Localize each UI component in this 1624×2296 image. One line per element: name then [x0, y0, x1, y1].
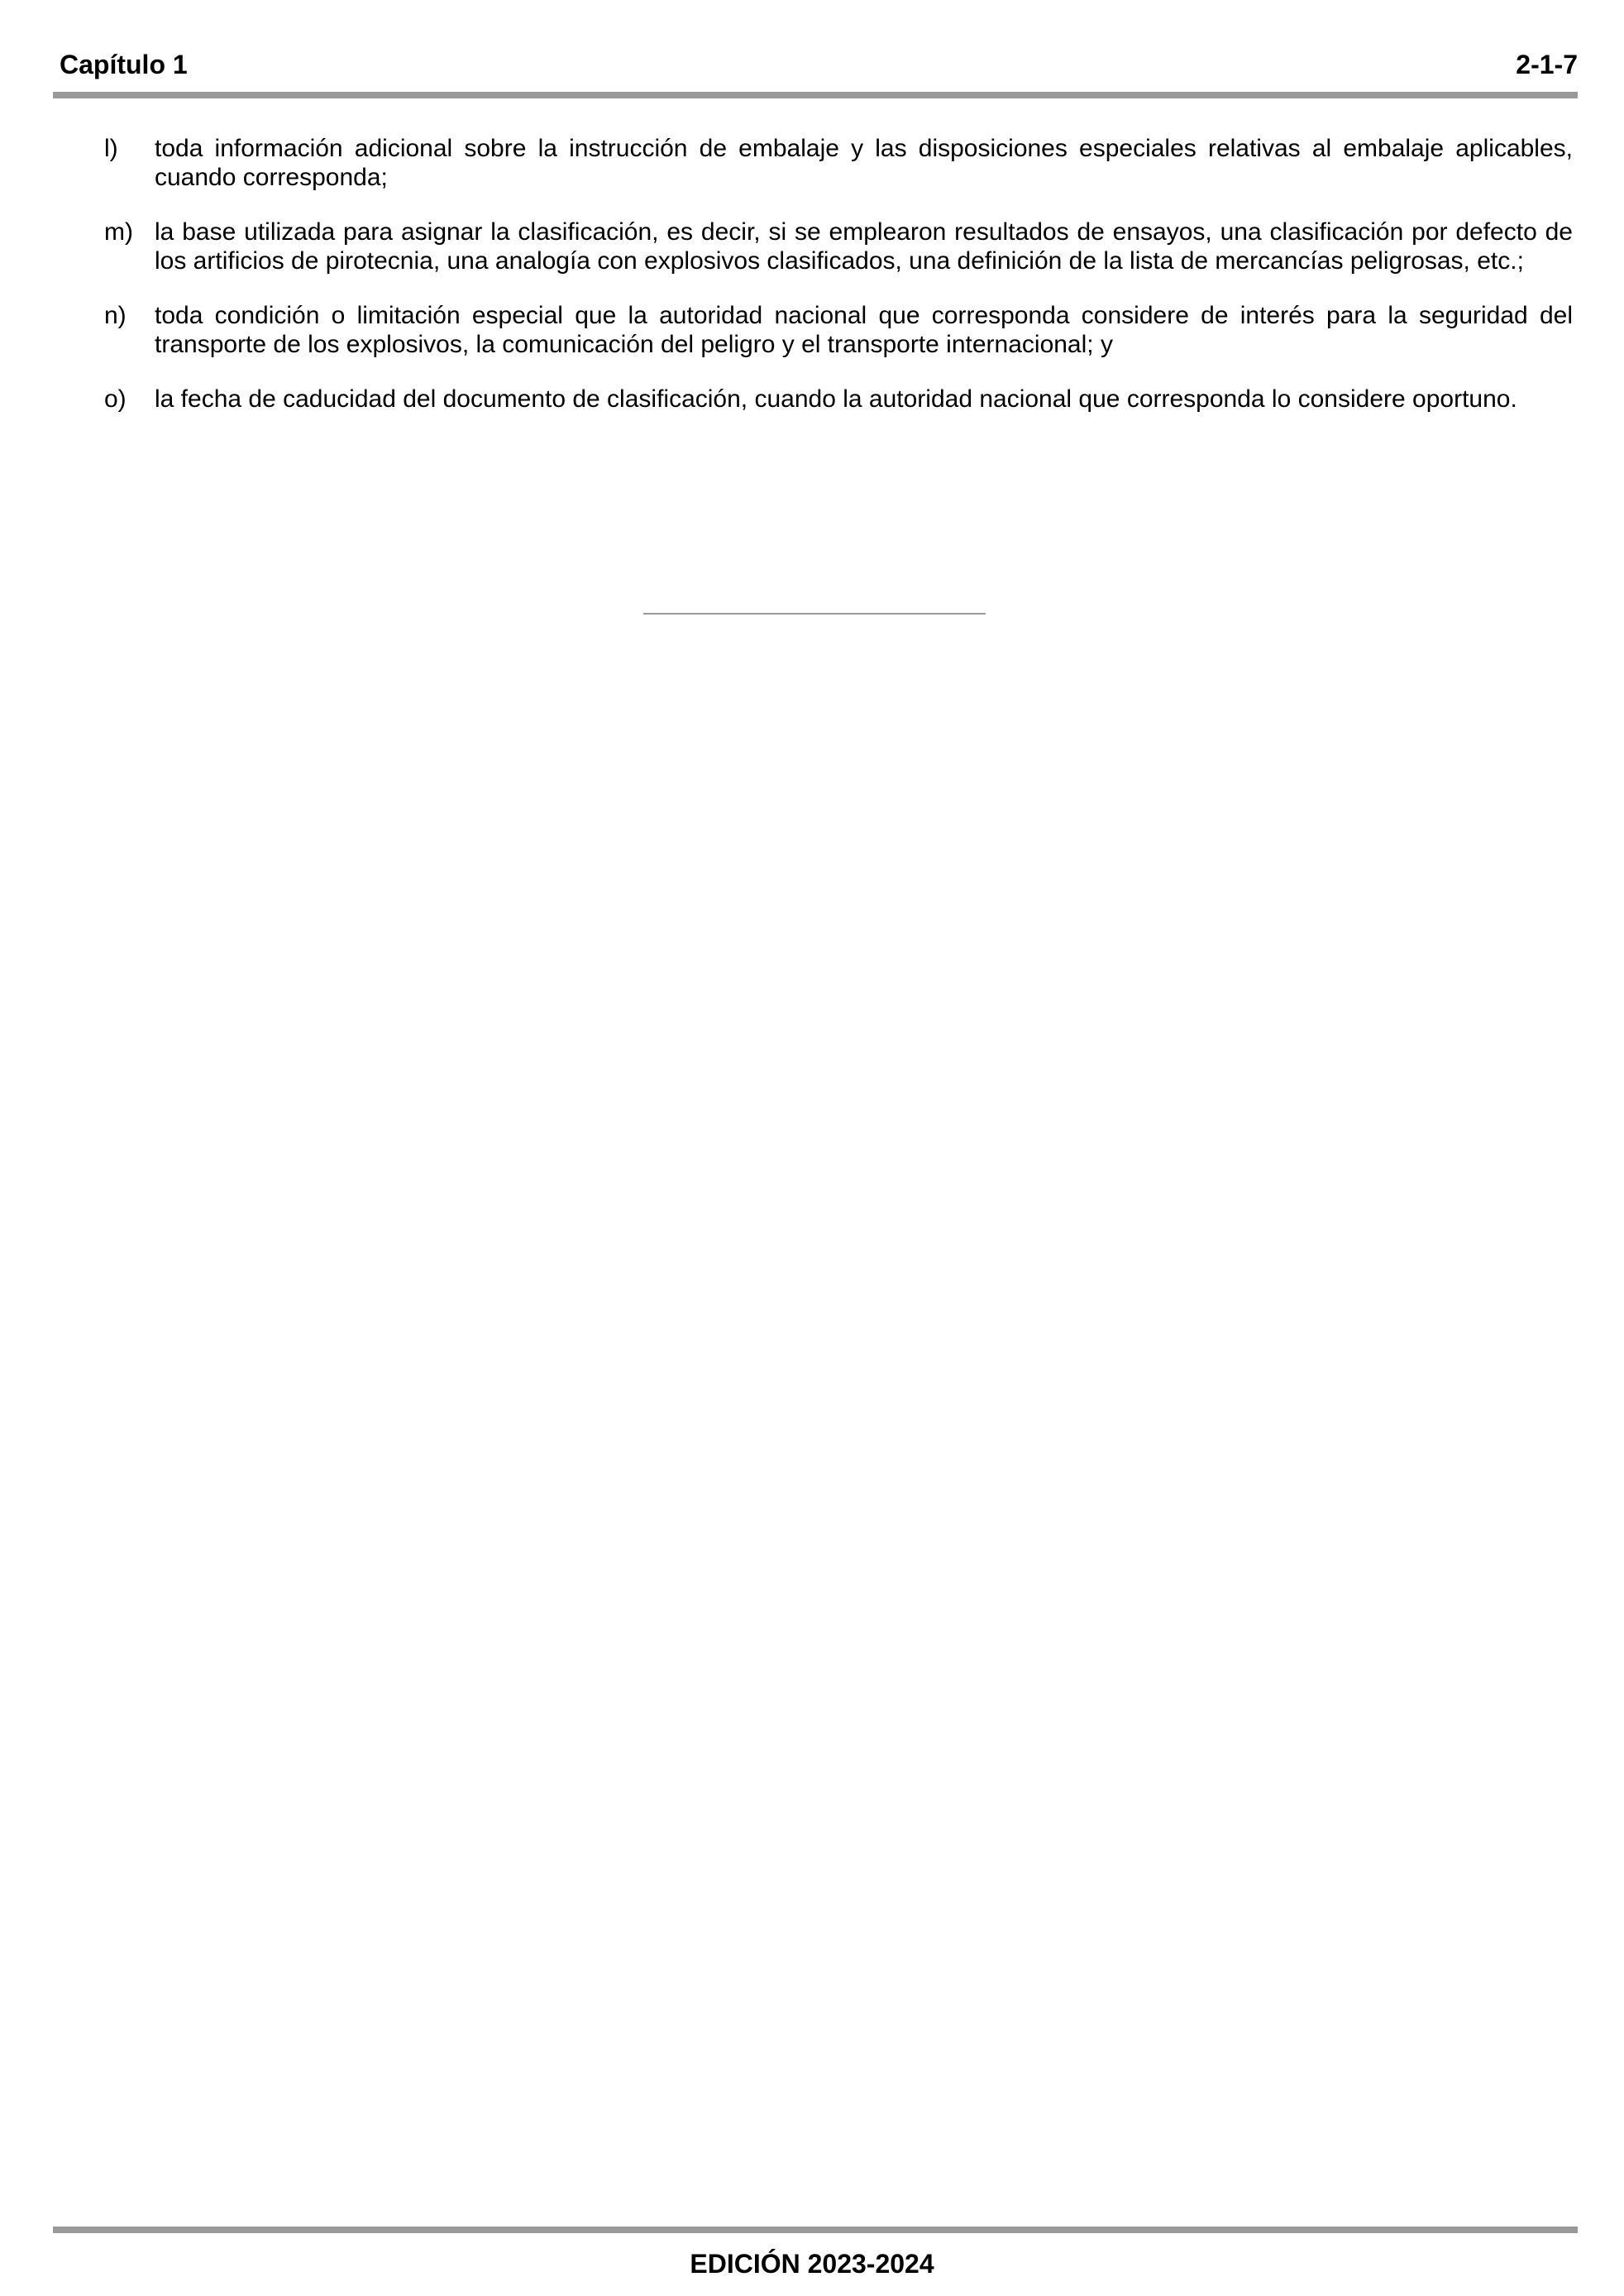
page-footer — [0, 2247, 1624, 2280]
list-item-text: toda información adicional sobre la instrucción de embalaje y las disposiciones especiales relativas al embalaje aplicables, cuando corresponda; — [155, 135, 1573, 191]
page-number: 2-1-7 — [1516, 50, 1578, 79]
list-item-text: la fecha de caducidad del documento de clasificación, cuando la autoridad nacional que corresponda lo considere oportuno. — [155, 385, 1517, 413]
list-item-n — [104, 302, 1573, 359]
chapter-title: Capítulo 1 — [60, 50, 188, 79]
list-item-label: l) — [104, 135, 118, 162]
list-item-o — [104, 385, 1573, 414]
list-item-l — [104, 135, 1573, 192]
footer-rule — [53, 2227, 1578, 2233]
document-body — [104, 135, 1573, 441]
list-item-text: toda condición o limitación especial que la autoridad nacional que corresponda considere de interés para la seguridad del transporte de los explosivos, la comunicación del peligro y el transporte internacional; y — [155, 302, 1573, 358]
page-header — [60, 48, 1578, 81]
edition-label: EDICIÓN 2023-2024 — [690, 2249, 934, 2279]
end-of-section-rule — [643, 613, 986, 615]
list-item-label: n) — [104, 302, 127, 329]
header-rule — [53, 92, 1578, 98]
list-item-label: o) — [104, 385, 127, 413]
list-item-label: m) — [104, 218, 133, 246]
list-item-text: la base utilizada para asignar la clasificación, es decir, si se emplearon resultados de ensayos, una clasificación por defecto de los artificios de pirotecnia, una analogía con explosivos clasificados, una definición de la lista de mercancías peligrosas, etc.; — [155, 218, 1573, 275]
list-item-m — [104, 218, 1573, 275]
